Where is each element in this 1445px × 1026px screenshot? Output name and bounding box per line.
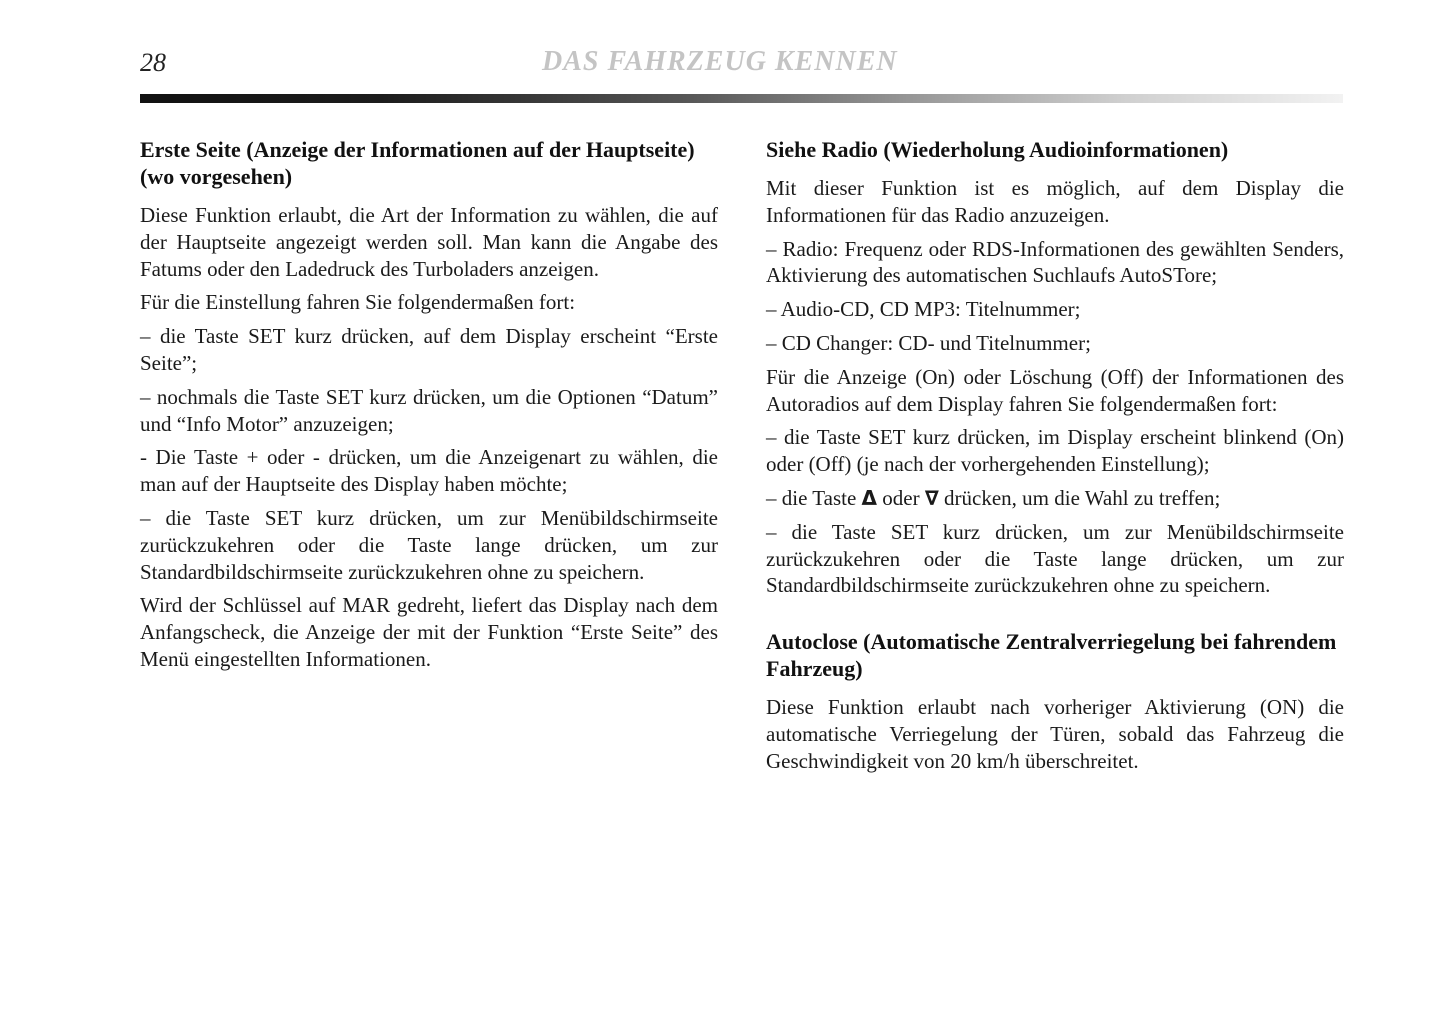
paragraph: – die Taste SET kurz drücken, auf dem Display erscheint “Erste Seite”;	[140, 324, 718, 375]
arrow-text-after: drücken, um die Wahl zu treffen;	[938, 485, 1221, 510]
paragraph: – nochmals die Taste SET kurz drücken, um die Optionen “Datum” und “Info Motor” anzuzeigen;	[140, 384, 718, 436]
paragraph: – Radio: Frequenz oder RDS-Informationen des gewählten Senders, Aktivierung des automatischen Suchlaufs AutoSTore;	[766, 236, 1344, 288]
paragraph: Diese Funktion erlaubt nach vorheriger Aktivierung (ON) die automatische Verriegelung der Türen, sobald das Fahrzeug die Geschwindigkeit von 20 km/h überschreitet.	[766, 695, 1344, 773]
paragraph: Wird der Schlüssel auf MAR gedreht, liefert das Display nach dem Anfangscheck, die Anzeige der mit der Funktion “Erste Seite” des Menü eingestellten Informationen.	[140, 593, 718, 671]
paragraph: – CD Changer: CD- und Titelnummer;	[766, 330, 1091, 355]
paragraph: – Audio-CD, CD MP3: Titelnummer;	[766, 297, 1081, 322]
paragraph: – die Taste SET kurz drücken, um zur Menübildschirmseite zurückzukehren oder die Taste lange drücken, um zur Standardbildschirmseite zurückzukehren ohne zu speichern.	[140, 505, 718, 584]
paragraph: – die Taste SET kurz drücken, um zur Menübildschirmseite zurückzukehren oder die Taste lange drücken, um zur Standardbildschirmseite zurückzukehren ohne zu speichern.	[766, 519, 1344, 598]
section-spacer	[766, 606, 1344, 628]
triangle-up-icon: Δ	[861, 485, 878, 510]
heading-siehe-radio: Siehe Radio (Wiederholung Audioinformationen)	[766, 137, 1229, 162]
arrow-text-before: – die Taste	[766, 485, 862, 510]
heading-erste-seite: Erste Seite (Anzeige der Informationen auf der Hauptseite) (wo vorgesehen)	[140, 137, 695, 189]
paragraph: – die Taste SET kurz drücken, im Display erscheint blinkend (On) oder (Off) (je nach der vorhergehenden Einstellung);	[766, 425, 1344, 477]
header-rule	[140, 94, 1343, 103]
page-number: 28	[140, 48, 166, 77]
paragraph: Mit dieser Funktion ist es möglich, auf dem Display die Informationen für das Radio anzuzeigen.	[766, 176, 1344, 227]
right-column	[766, 136, 1344, 782]
left-column	[140, 136, 718, 680]
paragraph: Für die Anzeige (On) oder Löschung (Off) der Informationen des Autoradios auf dem Display fahren Sie folgendermaßen fort:	[766, 364, 1344, 416]
arrow-instruction	[766, 485, 1344, 512]
paragraph: Diese Funktion erlaubt, die Art der Information zu wählen, die auf der Hauptseite angezeigt werden soll. Man kann die Angabe des Fatums oder den Ladedruck des Turboladers anzeigen.	[140, 203, 718, 281]
paragraph: Für die Einstellung fahren Sie folgendermaßen fort:	[140, 290, 576, 315]
arrow-text-middle: oder	[877, 485, 925, 510]
section-title: DAS FAHRZEUG KENNEN	[542, 46, 898, 77]
heading-autoclose: Autoclose (Automatische Zentralverriegelung bei fahrendem Fahrzeug)	[766, 629, 1337, 682]
triangle-down-icon: ∇	[924, 485, 939, 510]
paragraph: - Die Taste + oder - drücken, um die Anzeigenart zu wählen, die man auf der Hauptseite des Display haben möchte;	[140, 445, 718, 497]
